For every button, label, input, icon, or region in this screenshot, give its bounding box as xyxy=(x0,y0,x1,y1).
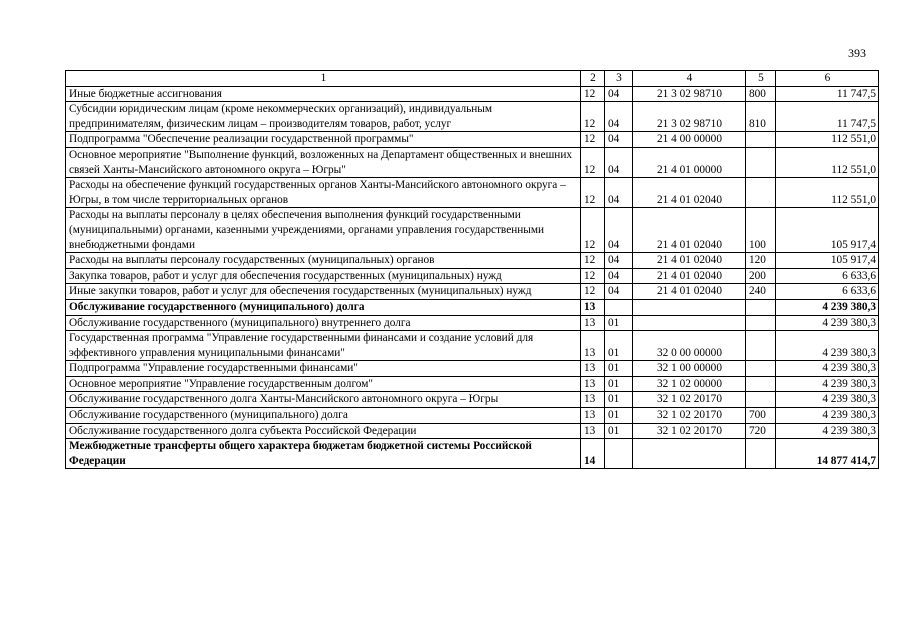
row-pr-cell: 01 xyxy=(605,361,633,377)
row-rz-cell: 13 xyxy=(581,423,605,439)
table-row xyxy=(66,423,879,439)
row-sum-cell: 4 239 380,3 xyxy=(776,423,879,439)
row-name-cell: Межбюджетные трансферты общего характера бюджетам бюджетной системы Российской Федерации xyxy=(66,439,581,469)
row-csr-cell: 21 3 02 98710 xyxy=(633,86,746,102)
row-rz-cell: 13 xyxy=(581,315,605,331)
row-pr-cell: 01 xyxy=(605,423,633,439)
budget-table xyxy=(65,70,879,469)
row-name-cell: Обслуживание государственного долга Ханты-Мансийского автономного округа – Югры xyxy=(66,392,581,408)
row-csr-cell: 21 4 01 00000 xyxy=(633,147,746,177)
row-vr-cell: 120 xyxy=(746,253,776,269)
row-sum-cell: 112 551,0 xyxy=(776,132,879,148)
row-pr-cell xyxy=(605,299,633,315)
table-row xyxy=(66,86,879,102)
table-row xyxy=(66,439,879,469)
row-vr-cell: 800 xyxy=(746,86,776,102)
row-sum-cell: 11 747,5 xyxy=(776,102,879,132)
table-row xyxy=(66,331,879,361)
table-row xyxy=(66,315,879,331)
row-sum-cell: 105 917,4 xyxy=(776,253,879,269)
row-name-cell: Подпрограмма "Управление государственными финансами" xyxy=(66,361,581,377)
row-name-cell: Иные бюджетные ассигнования xyxy=(66,86,581,102)
row-sum-cell: 4 239 380,3 xyxy=(776,361,879,377)
row-csr-cell: 32 1 02 20170 xyxy=(633,423,746,439)
row-vr-cell: 240 xyxy=(746,284,776,300)
header-col-pr: 3 xyxy=(605,71,633,87)
header-col-name: 1 xyxy=(66,71,581,87)
row-rz-cell: 13 xyxy=(581,408,605,424)
table-row xyxy=(66,132,879,148)
row-rz-cell: 13 xyxy=(581,299,605,315)
row-sum-cell: 4 239 380,3 xyxy=(776,376,879,392)
row-name-cell: Обслуживание государственного (муниципального) долга xyxy=(66,408,581,424)
table-row xyxy=(66,408,879,424)
row-csr-cell: 21 4 01 02040 xyxy=(633,208,746,253)
row-vr-cell: 700 xyxy=(746,408,776,424)
row-csr-cell: 32 1 02 00000 xyxy=(633,376,746,392)
row-name-cell: Иные закупки товаров, работ и услуг для обеспечения государственных (муниципальных) нужд xyxy=(66,284,581,300)
row-pr-cell: 04 xyxy=(605,268,633,284)
row-pr-cell: 04 xyxy=(605,147,633,177)
row-csr-cell: 21 4 01 02040 xyxy=(633,284,746,300)
table-row xyxy=(66,284,879,300)
row-pr-cell: 04 xyxy=(605,208,633,253)
table-row xyxy=(66,102,879,132)
row-csr-cell: 21 4 01 02040 xyxy=(633,178,746,208)
row-name-cell: Расходы на обеспечение функций государственных органов Ханты-Мансийского автономного округа – Югры, в том числе территориальных органов xyxy=(66,178,581,208)
row-csr-cell xyxy=(633,299,746,315)
row-pr-cell: 01 xyxy=(605,315,633,331)
row-rz-cell: 12 xyxy=(581,253,605,269)
row-name-cell: Обслуживание государственного (муниципального) внутреннего долга xyxy=(66,315,581,331)
row-sum-cell: 105 917,4 xyxy=(776,208,879,253)
row-pr-cell: 04 xyxy=(605,284,633,300)
row-vr-cell: 200 xyxy=(746,268,776,284)
row-pr-cell: 04 xyxy=(605,102,633,132)
row-pr-cell: 01 xyxy=(605,408,633,424)
row-vr-cell xyxy=(746,331,776,361)
row-name-cell: Субсидии юридическим лицам (кроме некоммерческих организаций), индивидуальным предпринимателям, физическим лицам – производителям товаров, работ, услуг xyxy=(66,102,581,132)
row-pr-cell: 04 xyxy=(605,178,633,208)
table-row xyxy=(66,253,879,269)
row-vr-cell xyxy=(746,439,776,469)
row-vr-cell: 810 xyxy=(746,102,776,132)
row-csr-cell: 32 0 00 00000 xyxy=(633,331,746,361)
row-pr-cell: 04 xyxy=(605,86,633,102)
row-rz-cell: 14 xyxy=(581,439,605,469)
table-row xyxy=(66,392,879,408)
row-rz-cell: 13 xyxy=(581,361,605,377)
row-pr-cell: 01 xyxy=(605,331,633,361)
row-csr-cell xyxy=(633,315,746,331)
row-csr-cell: 21 3 02 98710 xyxy=(633,102,746,132)
header-col-vr: 5 xyxy=(746,71,776,87)
row-sum-cell: 4 239 380,3 xyxy=(776,331,879,361)
row-csr-cell xyxy=(633,439,746,469)
row-csr-cell: 32 1 02 20170 xyxy=(633,392,746,408)
row-csr-cell: 21 4 00 00000 xyxy=(633,132,746,148)
row-sum-cell: 112 551,0 xyxy=(776,147,879,177)
row-sum-cell: 6 633,6 xyxy=(776,284,879,300)
row-sum-cell: 6 633,6 xyxy=(776,268,879,284)
table-row xyxy=(66,178,879,208)
table-header-row xyxy=(66,71,879,87)
row-vr-cell: 100 xyxy=(746,208,776,253)
table-row xyxy=(66,376,879,392)
row-vr-cell xyxy=(746,178,776,208)
row-rz-cell: 12 xyxy=(581,178,605,208)
row-rz-cell: 12 xyxy=(581,284,605,300)
row-sum-cell: 4 239 380,3 xyxy=(776,408,879,424)
header-col-csr: 4 xyxy=(633,71,746,87)
row-sum-cell: 14 877 414,7 xyxy=(776,439,879,469)
table-row xyxy=(66,268,879,284)
row-vr-cell xyxy=(746,376,776,392)
row-vr-cell xyxy=(746,392,776,408)
row-vr-cell xyxy=(746,361,776,377)
row-vr-cell xyxy=(746,132,776,148)
row-vr-cell xyxy=(746,299,776,315)
row-vr-cell xyxy=(746,315,776,331)
row-pr-cell: 01 xyxy=(605,376,633,392)
row-csr-cell: 32 1 00 00000 xyxy=(633,361,746,377)
table-row xyxy=(66,361,879,377)
row-vr-cell xyxy=(746,147,776,177)
row-rz-cell: 12 xyxy=(581,132,605,148)
row-name-cell: Обслуживание государственного (муниципального) долга xyxy=(66,299,581,315)
row-csr-cell: 21 4 01 02040 xyxy=(633,253,746,269)
row-rz-cell: 12 xyxy=(581,147,605,177)
row-name-cell: Подпрограмма "Обеспечение реализации государственной программы" xyxy=(66,132,581,148)
row-rz-cell: 12 xyxy=(581,86,605,102)
row-sum-cell: 4 239 380,3 xyxy=(776,315,879,331)
table-row xyxy=(66,208,879,253)
row-name-cell: Основное мероприятие "Выполнение функций, возложенных на Департамент общественных и внешних связей Ханты-Мансийского автономного округа – Югры" xyxy=(66,147,581,177)
row-rz-cell: 12 xyxy=(581,268,605,284)
row-name-cell: Расходы на выплаты персоналу в целях обеспечения выполнения функций государственными (муниципальными) органами, казенными учреждениями, органами управления государственными внебюджетными фондами xyxy=(66,208,581,253)
row-vr-cell: 720 xyxy=(746,423,776,439)
table-row xyxy=(66,299,879,315)
header-col-sum: 6 xyxy=(776,71,879,87)
row-name-cell: Закупка товаров, работ и услуг для обеспечения государственных (муниципальных) нужд xyxy=(66,268,581,284)
table-row xyxy=(66,147,879,177)
row-sum-cell: 4 239 380,3 xyxy=(776,299,879,315)
row-pr-cell: 04 xyxy=(605,253,633,269)
row-rz-cell: 12 xyxy=(581,208,605,253)
row-sum-cell: 11 747,5 xyxy=(776,86,879,102)
row-rz-cell: 12 xyxy=(581,102,605,132)
row-pr-cell xyxy=(605,439,633,469)
header-col-rz: 2 xyxy=(581,71,605,87)
row-name-cell: Обслуживание государственного долга субъекта Российской Федерации xyxy=(66,423,581,439)
row-name-cell: Расходы на выплаты персоналу государственных (муниципальных) органов xyxy=(66,253,581,269)
row-name-cell: Основное мероприятие "Управление государственным долгом" xyxy=(66,376,581,392)
row-pr-cell: 01 xyxy=(605,392,633,408)
row-sum-cell: 4 239 380,3 xyxy=(776,392,879,408)
row-csr-cell: 21 4 01 02040 xyxy=(633,268,746,284)
row-rz-cell: 13 xyxy=(581,331,605,361)
row-pr-cell: 04 xyxy=(605,132,633,148)
row-rz-cell: 13 xyxy=(581,376,605,392)
row-sum-cell: 112 551,0 xyxy=(776,178,879,208)
page-number: 393 xyxy=(848,46,866,60)
row-csr-cell: 32 1 02 20170 xyxy=(633,408,746,424)
row-rz-cell: 13 xyxy=(581,392,605,408)
row-name-cell: Государственная программа "Управление государственными финансами и создание условий для эффективного управления муниципальными финансами" xyxy=(66,331,581,361)
